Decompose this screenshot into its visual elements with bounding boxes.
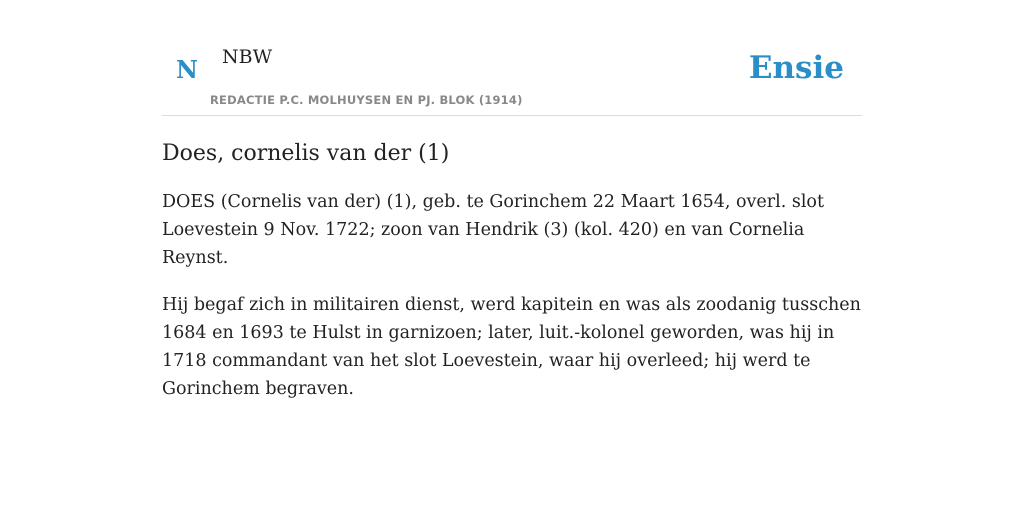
page-title: Does, cornelis van der (1) bbox=[162, 141, 450, 166]
site-header bbox=[162, 40, 862, 116]
source-editors-subtitle: REDACTIE P.C. MOLHUYSEN EN PJ. BLOK (1914) bbox=[210, 93, 523, 107]
article-paragraph: DOES (Cornelis van der) (1), geb. te Gorinchem 22 Maart 1654, overl. slot Loevestein 9 Nov. 1722; zoon van Hendrik (3) (kol. 420) en van Cornelia Reynst. bbox=[162, 192, 824, 268]
article-paragraph: Hij begaf zich in militairen dienst, werd kapitein en was als zoodanig tusschen 1684 en 1693 te Hulst in garnizoen; later, luit.-kolonel geworden, was hij in 1718 commandant van het slot Loevestein, waar hij overleed; hij werd te Gorinchem begraven. bbox=[162, 295, 861, 399]
source-name: NBW bbox=[222, 46, 273, 68]
brand-logo-link[interactable]: Ensie bbox=[748, 50, 844, 86]
article-content bbox=[162, 138, 862, 403]
source-logo-link[interactable]: N bbox=[176, 55, 198, 84]
